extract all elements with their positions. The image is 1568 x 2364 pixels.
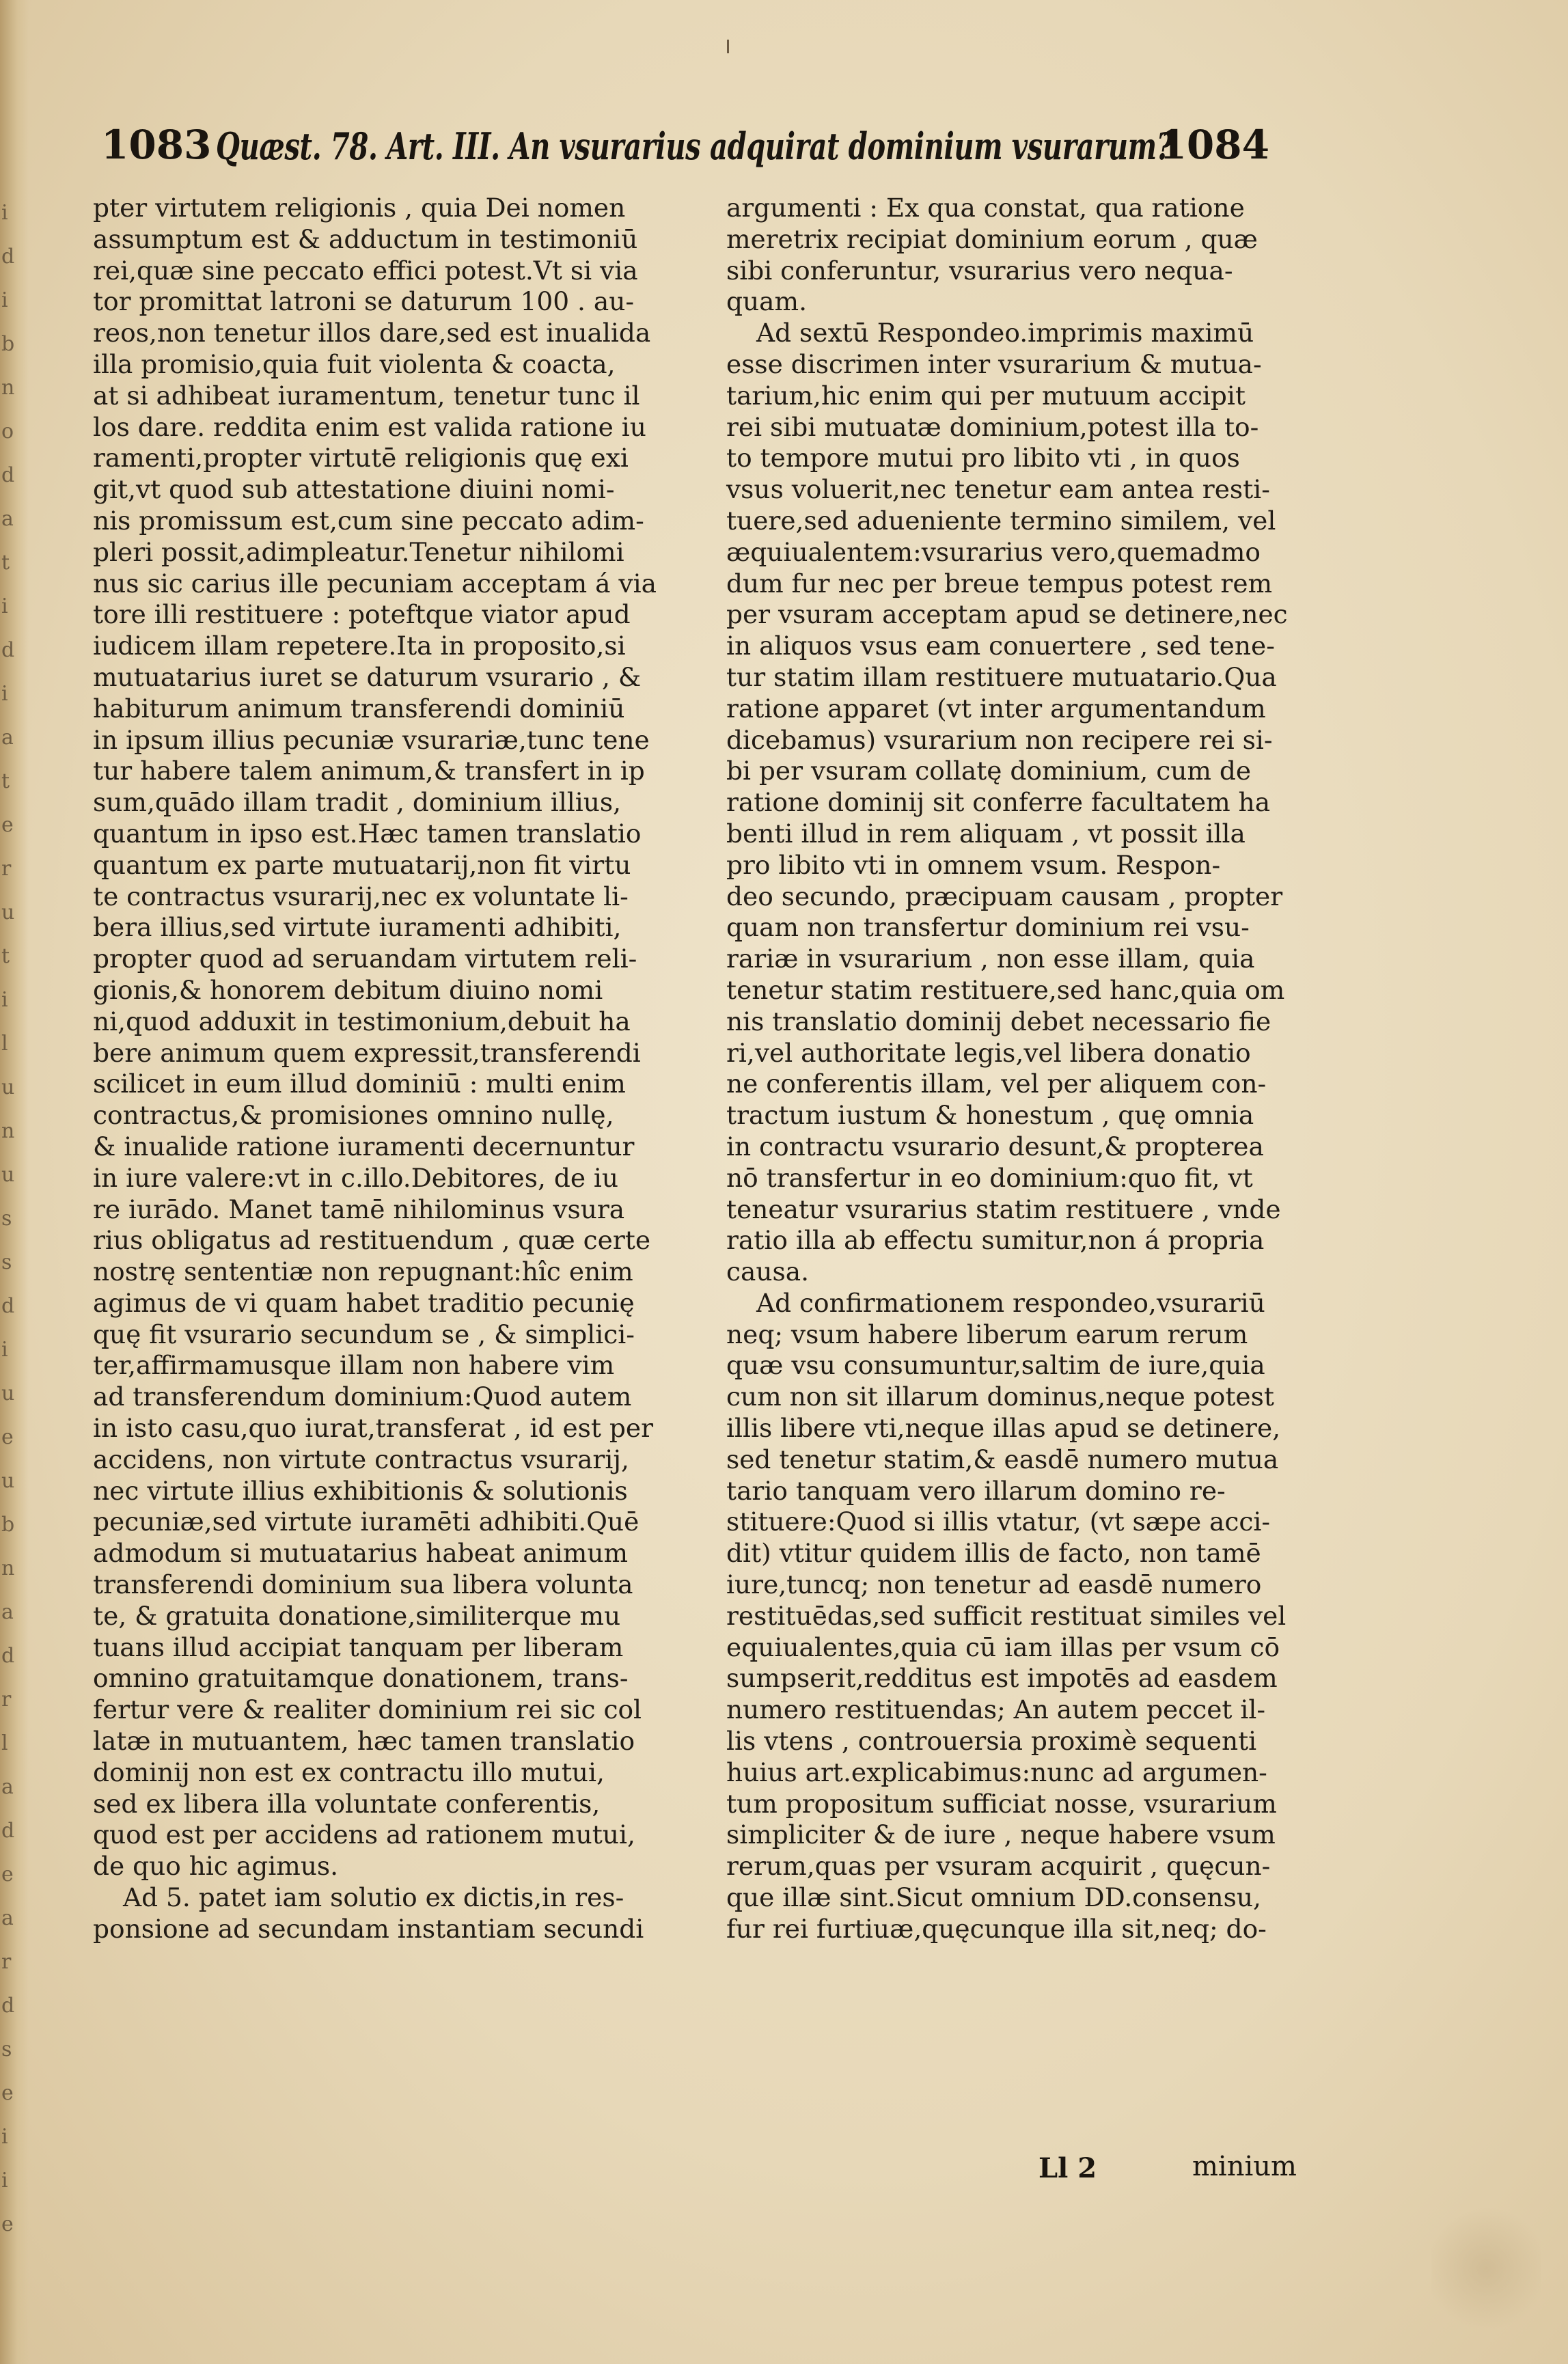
text-line: at si adhibeat iuramentum, tenetur tunc il: [93, 380, 640, 411]
text-line: ponsione ad secundam instantiam secundi: [93, 1913, 644, 1944]
text-line: argumenti : Ex qua constat, qua ratione: [726, 193, 1245, 223]
text-line: scilicet in eum illud dominiū : multi enim: [93, 1069, 626, 1099]
text-line: dit) vtitur quidem illis de facto, non tamē: [726, 1538, 1261, 1569]
text-line: lis vtens , controuersia proximè sequenti: [726, 1726, 1257, 1757]
text-line: nō transfertur in eo dominium:quo fit, vt: [726, 1162, 1253, 1193]
text-line: pecuniæ,sed virtute iuramēti adhibiti.Quē: [93, 1507, 639, 1537]
text-line: te contractus vsurarij,nec ex voluntate li-: [93, 881, 629, 911]
text-line: tur statim illam restituere mutuatario.Qua: [726, 661, 1277, 692]
text-line: nis translatio dominij debet necessario fie: [726, 1006, 1271, 1036]
text-line: fertur vere & realiter dominium rei sic col: [93, 1694, 642, 1725]
text-line: accidens, non virtute contractus vsurarij,: [93, 1444, 629, 1474]
text-line: & inualide ratione iuramenti decernuntur: [93, 1131, 635, 1162]
text-line: mutuatarius iuret se daturum vsurario , &: [93, 661, 642, 692]
text-line: ne conferentis illam, vel per aliquem con-: [726, 1069, 1267, 1099]
text-line: quam non transfertur dominium rei vsu-: [726, 912, 1250, 943]
text-line: per vsuram acceptam apud se detinere,nec: [726, 599, 1288, 630]
page-number-right: 1084: [1159, 122, 1269, 168]
text-line: ratione dominij sit conferre facultatem ha: [726, 787, 1271, 818]
text-line: quantum in ipso est.Hæc tamen translatio: [93, 818, 642, 849]
text-line: rius obligatus ad restituendum , quæ certe: [93, 1225, 651, 1256]
text-line: quam.: [726, 286, 807, 317]
text-line: esse discrimen inter vsurarium & mutua-: [726, 348, 1262, 379]
text-line: bera illius,sed virtute iuramenti adhibiti,: [93, 912, 622, 943]
text-line: pleri possit,adimpleatur.Tenetur nihilomi: [93, 536, 624, 567]
text-line: deo secundo, præcipuam causam , propter: [726, 881, 1283, 911]
text-line: in iure valere:vt in c.illo.Debitores, de iu: [93, 1162, 619, 1193]
text-line: nec virtute illius exhibitionis & solutionis: [93, 1475, 628, 1506]
text-line: ratione apparet (vt inter argumentandum: [726, 693, 1266, 724]
text-line: pro libito vti in omnem vsum. Respon-: [726, 849, 1221, 880]
text-line: ri,vel authoritate legis,vel libera donatio: [726, 1037, 1251, 1068]
text-line: gionis,& honorem debitum diuino nomi: [93, 974, 603, 1005]
text-line: agimus de vi quam habet traditio pecunię: [93, 1287, 635, 1318]
text-line: causa.: [726, 1256, 810, 1287]
text-line: rariæ in vsurarium , non esse illam, quia: [726, 944, 1255, 974]
text-line: Ad sextū Respondeo.imprimis maximū: [756, 318, 1254, 348]
text-line: in ipsum illius pecuniæ vsurariæ,tunc tene: [93, 724, 650, 755]
bleed-through-marks: i d i b n o d a t i d i a t e r u t i l u n u s s d i u e u b n a d r l a d e a r d s e i i e: [1, 201, 15, 2236]
text-line: in isto casu,quo iurat,transferat , id est per: [93, 1413, 654, 1444]
binding-gutter: [0, 0, 29, 2364]
text-line: in aliquos vsus eam conuertere , sed tene-: [726, 631, 1275, 661]
text-line: reos,non tenetur illos dare,sed est inualida: [93, 318, 651, 348]
text-line: dum fur nec per breue tempus potest rem: [726, 568, 1273, 599]
text-line: git,vt quod sub attestatione diuini nomi-: [93, 474, 615, 505]
text-line: stituere:Quod si illis vtatur, (vt sæpe acci-: [726, 1507, 1271, 1537]
text-line: de quo hic agimus.: [93, 1851, 339, 1882]
text-line: dominij non est ex contractu illo mutui,: [93, 1757, 605, 1787]
text-line: latæ in mutuantem, hæc tamen translatio: [93, 1726, 635, 1757]
text-line: omnino gratuitamque donationem, trans-: [93, 1663, 629, 1694]
text-line: rerum,quas per vsuram acquirit , quęcun-: [726, 1851, 1271, 1882]
text-line: nus sic carius ille pecuniam acceptam á via: [93, 568, 657, 599]
text-line: æquiualentem:vsurarius vero,quemadmo: [726, 536, 1261, 567]
text-line: sum,quādo illam tradit , dominium illius,: [93, 787, 622, 818]
text-line: tore illi restituere : poteftque viator apud: [93, 599, 631, 630]
text-line: equiualentes,quia cū iam illas per vsum cō: [726, 1632, 1280, 1662]
text-line: iudicem illam repetere.Ita in proposito,si: [93, 631, 626, 661]
text-line: admodum si mutuatarius habeat animum: [93, 1538, 629, 1569]
text-line: quod est per accidens ad rationem mutui,: [93, 1819, 635, 1850]
text-line: re iurādo. Manet tamē nihilominus vsura: [93, 1194, 625, 1224]
text-line: tenetur statim restituere,sed hanc,quia om: [726, 974, 1285, 1005]
text-line: tum propositum sufficiat nosse, vsurarium: [726, 1788, 1277, 1819]
text-line: sed ex libera illa voluntate conferentis,: [93, 1788, 601, 1819]
text-line: cum non sit illarum dominus,neque potest: [726, 1382, 1274, 1412]
text-line: huius art.explicabimus:nunc ad argumen-: [726, 1757, 1267, 1787]
text-line: quę fit vsurario secundum se , & simplici-: [93, 1319, 635, 1349]
text-line: Ad confirmationem respondeo,vsurariū: [756, 1287, 1265, 1318]
text-line: sumpserit,redditus est impotēs ad easdem: [726, 1663, 1278, 1694]
text-line: los dare. reddita enim est valida ratione iu: [93, 411, 646, 442]
text-line: tario tanquam vero illarum domino re-: [726, 1475, 1226, 1506]
catchword: minium: [1192, 2151, 1297, 2182]
text-line: illa promisio,quia fuit violenta & coacta,: [93, 348, 616, 379]
running-title: Quæst. 78. Art. III. An vsurarius adquirat dominium vsurarum?: [216, 124, 1172, 168]
text-line: contractus,& promisiones omnino nullę,: [93, 1100, 614, 1131]
page-number-left: 1083: [101, 122, 212, 168]
text-line: quæ vsu consumuntur,saltim de iure,quia: [726, 1350, 1265, 1381]
text-line: in contractu vsurario desunt,& propterea: [726, 1131, 1264, 1162]
text-line: tractum iustum & honestum , quę omnia: [726, 1100, 1254, 1131]
text-line: assumptum est & adductum in testimoniū: [93, 223, 638, 254]
page-mark: [727, 40, 729, 53]
text-line: rei,quæ sine peccato effici potest.Vt si via: [93, 255, 638, 286]
text-line: Ad 5. patet iam solutio ex dictis,in res-: [123, 1882, 624, 1913]
text-line: sibi conferuntur, vsurarius vero nequa-: [726, 255, 1233, 286]
text-line: pter virtutem religionis , quia Dei nomen: [93, 193, 626, 223]
text-line: habiturum animum transferendi dominiū: [93, 693, 625, 724]
text-line: te, & gratuita donatione,similiterque mu: [93, 1600, 621, 1631]
text-line: simpliciter & de iure , neque habere vsum: [726, 1819, 1276, 1850]
text-line: fur rei furtiuæ,quęcunque illa sit,neq; do-: [726, 1913, 1267, 1944]
text-line: ter,affirmamusque illam non habere vim: [93, 1350, 615, 1381]
paper-stain: [1431, 2200, 1541, 2337]
text-line: bere animum quem expressit,transferendi: [93, 1037, 641, 1068]
text-line: neq; vsum habere liberum earum rerum: [726, 1319, 1248, 1349]
text-line: numero restituendas; An autem peccet il-: [726, 1694, 1266, 1725]
text-line: teneatur vsurarius statim restituere , vnde: [726, 1194, 1281, 1224]
right-column: [726, 193, 1288, 1945]
text-line: tuans illud accipiat tanquam per liberam: [93, 1632, 624, 1662]
text-line: illis libere vti,neque illas apud se detinere,: [726, 1413, 1281, 1444]
text-line: tarium,hic enim qui per mutuum accipit: [726, 380, 1246, 411]
page-header: [101, 115, 1269, 183]
text-line: nis promissum est,cum sine peccato adim-: [93, 505, 644, 536]
signature-mark: Ll 2: [1039, 2152, 1097, 2184]
text-line: tur habere talem animum,& transfert in ip: [93, 756, 645, 786]
text-line: quantum ex parte mutuatarij,non fit virtu: [93, 849, 631, 880]
text-line: rei sibi mutuatæ dominium,potest illa to-: [726, 411, 1259, 442]
text-line: tor promittat latroni se daturum 100 . au-: [93, 286, 635, 317]
text-line: ratio illa ab effectu sumitur,non á propria: [726, 1225, 1265, 1256]
text-line: nostrę sententiæ non repugnant:hîc enim: [93, 1256, 633, 1287]
text-line: transferendi dominium sua libera volunta: [93, 1569, 633, 1600]
text-line: to tempore mutui pro libito vti , in quos: [726, 443, 1240, 473]
text-line: restituēdas,sed sufficit restituat similes vel: [726, 1600, 1287, 1631]
text-line: benti illud in rem aliquam , vt possit illa: [726, 818, 1246, 849]
text-line: bi per vsuram collatę dominium, cum de: [726, 756, 1252, 786]
text-line: que illæ sint.Sicut omnium DD.consensu,: [726, 1882, 1261, 1913]
text-line: ni,quod adduxit in testimonium,debuit ha: [93, 1006, 631, 1036]
text-line: ramenti,propter virtutē religionis quę exi: [93, 443, 629, 473]
text-line: propter quod ad seruandam virtutem reli-: [93, 944, 637, 974]
text-line: dicebamus) vsurarium non recipere rei si-: [726, 724, 1273, 755]
text-line: meretrix recipiat dominium eorum , quæ: [726, 223, 1258, 254]
text-line: ad transferendum dominium:Quod autem: [93, 1382, 632, 1412]
text-line: vsus voluerit,nec tenetur eam antea resti-: [726, 474, 1270, 505]
left-column: [93, 193, 661, 1945]
text-line: sed tenetur statim,& easdē numero mutua: [726, 1444, 1279, 1474]
text-line: iure,tuncq; non tenetur ad easdē numero: [726, 1569, 1262, 1600]
text-line: tuere,sed adueniente termino similem, vel: [726, 505, 1276, 536]
